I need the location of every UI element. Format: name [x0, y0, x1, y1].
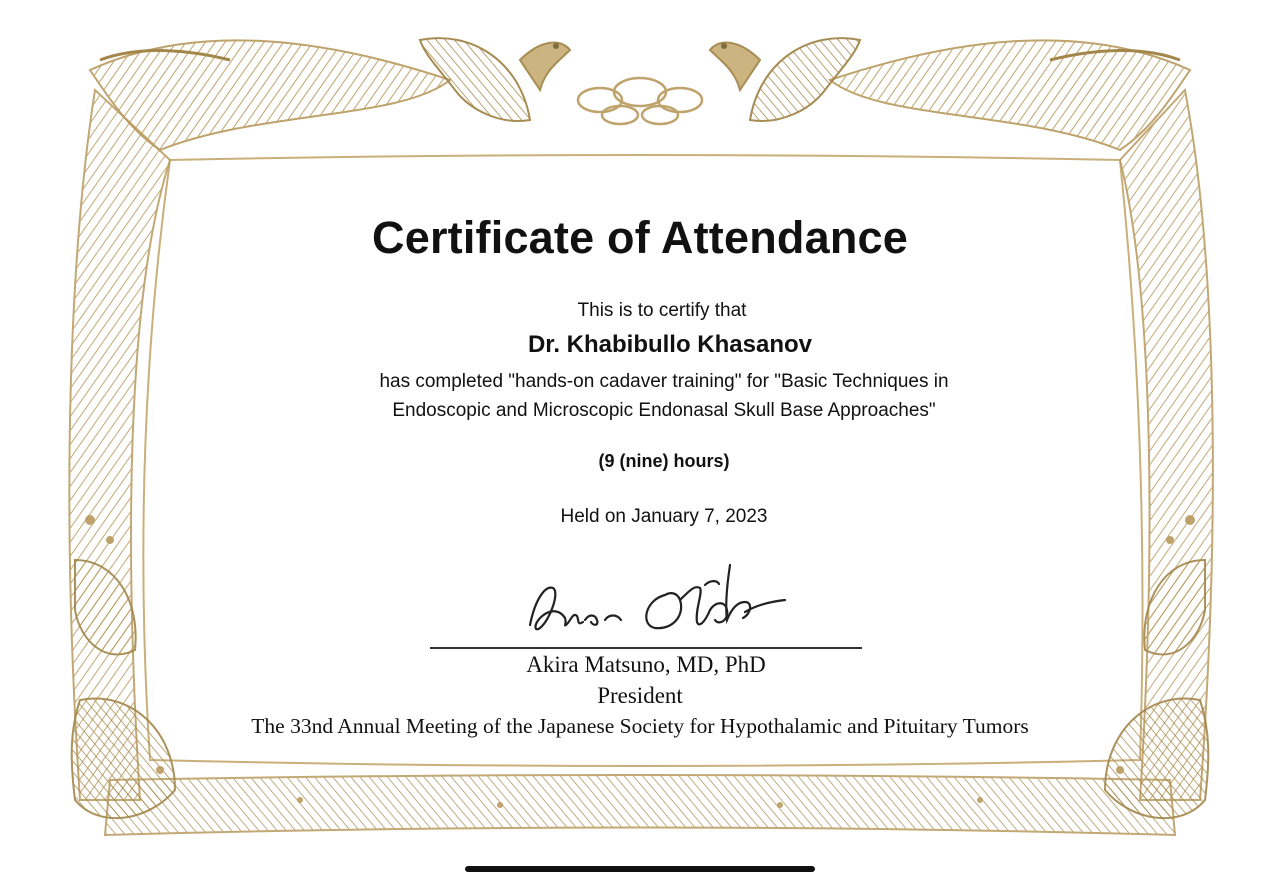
description-line-2: Endoscopic and Microscopic Endonasal Skull Base Approaches" [392, 400, 936, 421]
recipient-name: Dr. Khabibullo Khasanov [527, 331, 813, 358]
signatory-name: Akira Matsuno, MD, PhD [526, 652, 766, 677]
training-description [24, 367, 1280, 425]
organization-name: The 33nd Annual Meeting of the Japanese Society for Hypothalamic and Pituitary Tumors [251, 714, 1029, 738]
description-line-1: has completed "hands-on cadaver training" for "Basic Techniques in [379, 371, 949, 392]
signature-image [505, 540, 795, 640]
certify-line: This is to certify that [577, 300, 747, 321]
signatory-role: President [597, 683, 683, 708]
certificate-title: Certificate of Attendance [372, 212, 908, 263]
signature-line [430, 647, 862, 649]
home-indicator[interactable] [465, 866, 815, 872]
held-date: Held on January 7, 2023 [560, 506, 768, 527]
training-hours: (9 (nine) hours) [598, 451, 730, 471]
